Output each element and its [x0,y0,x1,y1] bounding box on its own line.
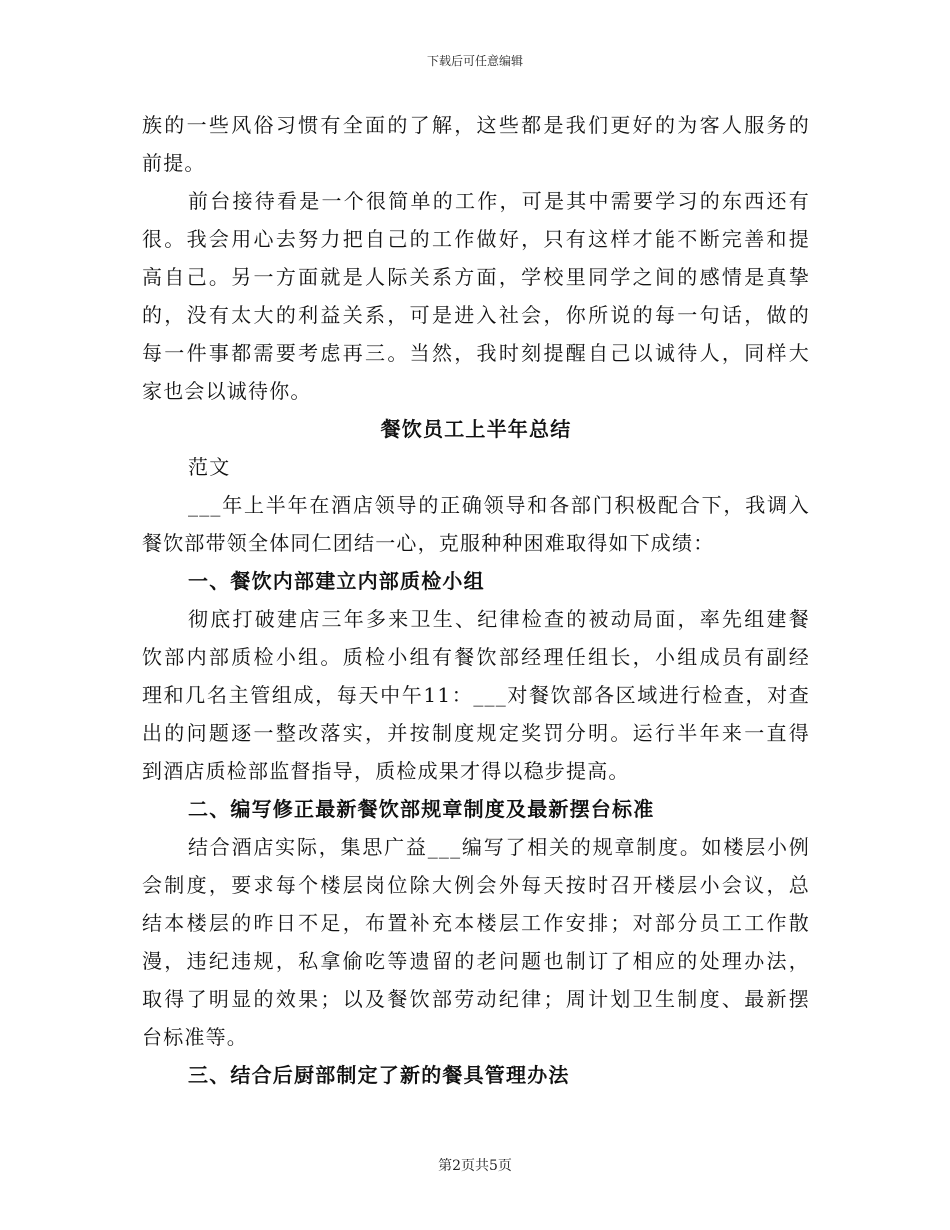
text-line: 高自己。另一方面就是人际关系方面，学校里同学之间的感情是真挚 [142,265,810,289]
text-line: 台标准等。 [142,1025,248,1049]
document-title: 餐饮员工上半年总结 [380,417,572,441]
section-heading: 一、餐饮内部建立内部质检小组 [188,569,485,593]
text-line: 理和几名主管组成，每天中午11：___对餐饮部各区域进行检查，对查 [142,683,810,707]
section-heading: 二、编写修正最新餐饮部规章制度及最新摆台标准 [188,797,655,821]
text-line: 到酒店质检部监督指导，质检成果才得以稳步提高。 [142,759,630,783]
page-footer-number: 第2页共5页 [438,1158,512,1174]
text-line: 族的一些风俗习惯有全面的了解，这些都是我们更好的为客人服务的 [142,113,810,137]
text-line: 的，没有太大的利益关系，可是进入社会，你所说的每一句话，做的 [142,303,810,327]
document-body [142,106,810,1094]
text-line: 前台接待看是一个很简单的工作，可是其中需要学习的东西还有 [188,189,810,213]
text-line: 结合酒店实际，集思广益___编写了相关的规章制度。如楼层小例 [188,835,810,859]
text-line: 饮部内部质检小组。质检小组有餐饮部经理任组长，小组成员有副经 [142,645,810,669]
text-line: 结本楼层的昨日不足，布置补充本楼层工作安排；对部分员工工作散 [142,911,810,935]
text-line: 范文 [188,455,231,479]
section-heading: 三、结合后厨部制定了新的餐具管理办法 [188,1063,570,1087]
page-header-note: 下载后可任意编辑 [426,54,523,68]
text-line: 家也会以诚待你。 [142,379,312,403]
text-line: 前提。 [142,151,206,175]
text-line: 漫，违纪违规，私拿偷吃等遗留的老问题也制订了相应的处理办法， [142,949,810,973]
text-line: 取得了明显的效果；以及餐饮部劳动纪律；周计划卫生制度、最新摆 [142,987,810,1011]
text-line: 很。我会用心去努力把自己的工作做好，只有这样才能不断完善和提 [142,227,810,251]
text-line: ___年上半年在酒店领导的正确领导和各部门积极配合下，我调入 [188,493,810,517]
text-line: 每一件事都需要考虑再三。当然，我时刻提醒自己以诚待人，同样大 [142,341,810,365]
text-line: 出的问题逐一整改落实，并按制度规定奖罚分明。运行半年来一直得 [142,721,810,745]
text-line: 餐饮部带领全体同仁团结一心，克服种种困难取得如下成绩： [142,531,715,555]
text-line: 会制度，要求每个楼层岗位除大例会外每天按时召开楼层小会议，总 [142,873,810,897]
text-line: 彻底打破建店三年多来卫生、纪律检查的被动局面，率先组建餐 [188,607,810,631]
